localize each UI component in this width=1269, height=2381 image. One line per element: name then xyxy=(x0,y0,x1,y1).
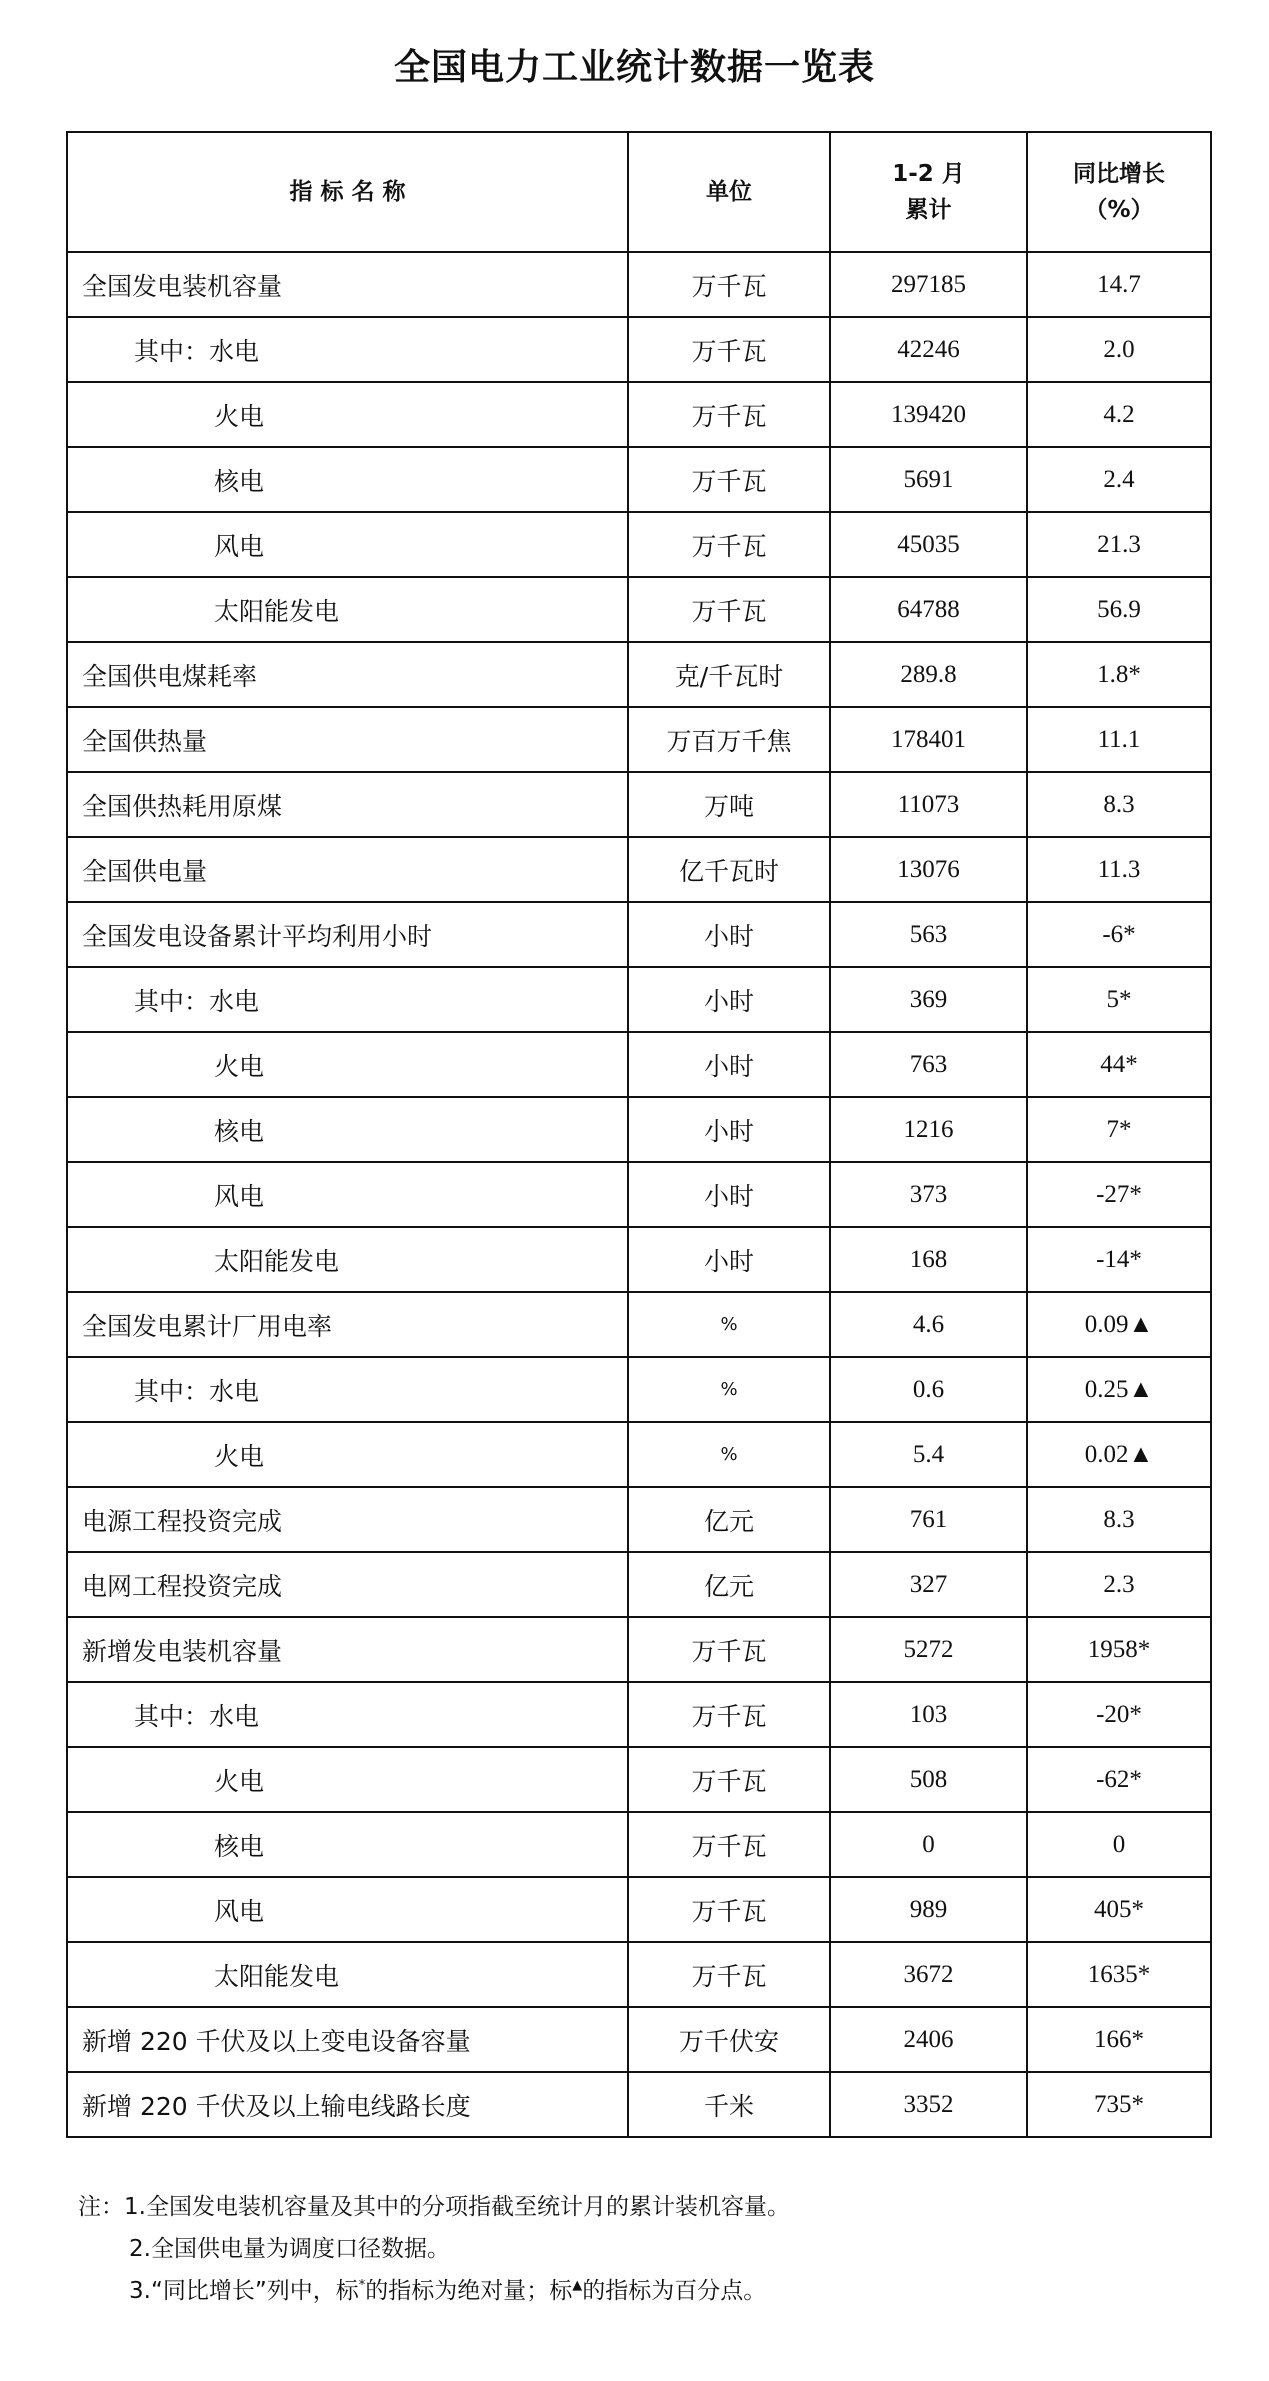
statistics-table xyxy=(66,131,1212,2138)
table-row xyxy=(67,902,1211,967)
yoy-growth-cell: 0.09▲ xyxy=(1027,1292,1211,1357)
indicator-name-cell: 核电 xyxy=(67,1812,628,1877)
yoy-growth-cell: -27* xyxy=(1027,1162,1211,1227)
table-row xyxy=(67,1812,1211,1877)
unit-cell: % xyxy=(628,1422,830,1487)
footnote-3-asterisk-mark: * xyxy=(358,2278,366,2293)
cumulative-value-cell: 3352 xyxy=(830,2072,1027,2137)
cumulative-value-cell: 563 xyxy=(830,902,1027,967)
cumulative-value-cell: 45035 xyxy=(830,512,1027,577)
header-yoy-line2: （%） xyxy=(1084,197,1154,223)
footnote-1: 注：1.全国发电装机容量及其中的分项指截至统计月的累计装机容量。 xyxy=(78,2194,790,2220)
footnote-2: 2.全国供电量为调度口径数据。 xyxy=(129,2236,450,2262)
table-row xyxy=(67,2007,1211,2072)
unit-cell: 亿元 xyxy=(628,1552,830,1617)
unit-cell: 小时 xyxy=(628,1162,830,1227)
unit-cell: % xyxy=(628,1292,830,1357)
table-row xyxy=(67,837,1211,902)
indicator-name-cell: 火电 xyxy=(67,1032,628,1097)
indicator-name-cell: 太阳能发电 xyxy=(67,1942,628,2007)
unit-cell: 小时 xyxy=(628,1227,830,1292)
header-unit: 单位 xyxy=(628,132,830,252)
indicator-name-cell: 电网工程投资完成 xyxy=(67,1552,628,1617)
table-row xyxy=(67,707,1211,772)
table-row xyxy=(67,1877,1211,1942)
yoy-growth-cell: 8.3 xyxy=(1027,772,1211,837)
table-row xyxy=(67,1617,1211,1682)
indicator-name-cell: 其中：水电 xyxy=(67,1682,628,1747)
page-title: 全国电力工业统计数据一览表 xyxy=(393,47,875,88)
yoy-growth-cell: -6* xyxy=(1027,902,1211,967)
yoy-growth-cell: 2.3 xyxy=(1027,1552,1211,1617)
table-row xyxy=(67,2072,1211,2137)
unit-cell: 万千瓦 xyxy=(628,252,830,317)
cumulative-value-cell: 13076 xyxy=(830,837,1027,902)
cumulative-value-cell: 1216 xyxy=(830,1097,1027,1162)
table-row xyxy=(67,382,1211,447)
unit-cell: 万千瓦 xyxy=(628,1617,830,1682)
table-row xyxy=(67,252,1211,317)
yoy-growth-cell: 7* xyxy=(1027,1097,1211,1162)
table-row xyxy=(67,642,1211,707)
yoy-growth-cell: 11.3 xyxy=(1027,837,1211,902)
yoy-growth-cell: 21.3 xyxy=(1027,512,1211,577)
indicator-name-cell: 其中：水电 xyxy=(67,1357,628,1422)
table-row xyxy=(67,317,1211,382)
unit-cell: 万千瓦 xyxy=(628,1747,830,1812)
unit-cell: 万千瓦 xyxy=(628,382,830,447)
cumulative-value-cell: 761 xyxy=(830,1487,1027,1552)
table-row xyxy=(67,1162,1211,1227)
unit-cell: 克/千瓦时 xyxy=(628,642,830,707)
cumulative-value-cell: 5691 xyxy=(830,447,1027,512)
indicator-name-cell: 火电 xyxy=(67,1422,628,1487)
table-row xyxy=(67,1032,1211,1097)
cumulative-value-cell: 3672 xyxy=(830,1942,1027,2007)
yoy-growth-cell: 14.7 xyxy=(1027,252,1211,317)
indicator-name-cell: 风电 xyxy=(67,512,628,577)
header-indicator-name-label: 指 标 名 称 xyxy=(289,179,406,205)
footnote-3-text-b: 的指标为绝对量；标 xyxy=(365,2278,573,2304)
cumulative-value-cell: 4.6 xyxy=(830,1292,1027,1357)
indicator-name-cell: 全国发电累计厂用电率 xyxy=(67,1292,628,1357)
cumulative-value-cell: 178401 xyxy=(830,707,1027,772)
yoy-growth-cell: 0.25▲ xyxy=(1027,1357,1211,1422)
table-header-row xyxy=(67,132,1211,252)
table-row xyxy=(67,577,1211,642)
unit-cell: 小时 xyxy=(628,1032,830,1097)
unit-cell: 万千瓦 xyxy=(628,317,830,382)
cumulative-value-cell: 64788 xyxy=(830,577,1027,642)
cumulative-value-cell: 989 xyxy=(830,1877,1027,1942)
unit-cell: 小时 xyxy=(628,967,830,1032)
cumulative-value-cell: 289.8 xyxy=(830,642,1027,707)
table-row xyxy=(67,967,1211,1032)
table-row xyxy=(67,1682,1211,1747)
unit-cell: 万千瓦 xyxy=(628,1942,830,2007)
yoy-growth-cell: 2.4 xyxy=(1027,447,1211,512)
unit-cell: 小时 xyxy=(628,902,830,967)
unit-cell: 万百万千焦 xyxy=(628,707,830,772)
unit-cell: 万吨 xyxy=(628,772,830,837)
indicator-name-cell: 新增发电装机容量 xyxy=(67,1617,628,1682)
indicator-name-cell: 火电 xyxy=(67,382,628,447)
cumulative-value-cell: 297185 xyxy=(830,252,1027,317)
cumulative-value-cell: 0 xyxy=(830,1812,1027,1877)
yoy-growth-cell: 1635* xyxy=(1027,1942,1211,2007)
unit-cell: 万千伏安 xyxy=(628,2007,830,2072)
table-body xyxy=(67,252,1211,2137)
footnote-3-triangle-mark: ▲ xyxy=(572,2278,583,2293)
yoy-growth-cell: 0.02▲ xyxy=(1027,1422,1211,1487)
yoy-growth-cell: 1958* xyxy=(1027,1617,1211,1682)
indicator-name-cell: 新增 220 千伏及以上变电设备容量 xyxy=(67,2007,628,2072)
unit-cell: 千米 xyxy=(628,2072,830,2137)
unit-cell: % xyxy=(628,1357,830,1422)
cumulative-value-cell: 11073 xyxy=(830,772,1027,837)
footnote-3-text-a: 3.“同比增长”列中，标 xyxy=(129,2278,359,2304)
yoy-growth-cell: 4.2 xyxy=(1027,382,1211,447)
unit-cell: 万千瓦 xyxy=(628,577,830,642)
header-indicator-name xyxy=(67,132,628,252)
table-row xyxy=(67,1357,1211,1422)
table-row xyxy=(67,1227,1211,1292)
header-yoy-growth xyxy=(1027,132,1211,252)
table-row xyxy=(67,1747,1211,1812)
cumulative-value-cell: 327 xyxy=(830,1552,1027,1617)
cumulative-value-cell: 5.4 xyxy=(830,1422,1027,1487)
table-row xyxy=(67,447,1211,512)
indicator-name-cell: 太阳能发电 xyxy=(67,1227,628,1292)
indicator-name-cell: 风电 xyxy=(67,1877,628,1942)
unit-cell: 亿元 xyxy=(628,1487,830,1552)
cumulative-value-cell: 168 xyxy=(830,1227,1027,1292)
table-row xyxy=(67,1422,1211,1487)
header-cumulative-line1: 1-2 月 xyxy=(892,161,965,187)
table-row xyxy=(67,512,1211,577)
yoy-growth-cell: 56.9 xyxy=(1027,577,1211,642)
yoy-growth-cell: 2.0 xyxy=(1027,317,1211,382)
yoy-growth-cell: 5* xyxy=(1027,967,1211,1032)
table-row xyxy=(67,1097,1211,1162)
indicator-name-cell: 风电 xyxy=(67,1162,628,1227)
indicator-name-cell: 其中：水电 xyxy=(67,967,628,1032)
indicator-name-cell: 核电 xyxy=(67,447,628,512)
yoy-growth-cell: -20* xyxy=(1027,1682,1211,1747)
header-cumulative-line2: 累计 xyxy=(905,197,952,223)
unit-cell: 万千瓦 xyxy=(628,512,830,577)
indicator-name-cell: 全国供电煤耗率 xyxy=(67,642,628,707)
yoy-growth-cell: 166* xyxy=(1027,2007,1211,2072)
footnote-3 xyxy=(78,2270,1198,2312)
yoy-growth-cell: 1.8* xyxy=(1027,642,1211,707)
yoy-growth-cell: 44* xyxy=(1027,1032,1211,1097)
indicator-name-cell: 全国发电设备累计平均利用小时 xyxy=(67,902,628,967)
footnotes xyxy=(78,2186,1198,2312)
cumulative-value-cell: 2406 xyxy=(830,2007,1027,2072)
unit-cell: 万千瓦 xyxy=(628,1812,830,1877)
indicator-name-cell: 其中：水电 xyxy=(67,317,628,382)
cumulative-value-cell: 42246 xyxy=(830,317,1027,382)
yoy-growth-cell: 405* xyxy=(1027,1877,1211,1942)
indicator-name-cell: 核电 xyxy=(67,1097,628,1162)
unit-cell: 万千瓦 xyxy=(628,447,830,512)
yoy-growth-cell: 8.3 xyxy=(1027,1487,1211,1552)
indicator-name-cell: 全国供电量 xyxy=(67,837,628,902)
indicator-name-cell: 全国供热耗用原煤 xyxy=(67,772,628,837)
yoy-growth-cell: 11.1 xyxy=(1027,707,1211,772)
table-row xyxy=(67,1552,1211,1617)
cumulative-value-cell: 763 xyxy=(830,1032,1027,1097)
indicator-name-cell: 新增 220 千伏及以上输电线路长度 xyxy=(67,2072,628,2137)
table-row xyxy=(67,1942,1211,2007)
yoy-growth-cell: -14* xyxy=(1027,1227,1211,1292)
header-cumulative xyxy=(830,132,1027,252)
unit-cell: 万千瓦 xyxy=(628,1877,830,1942)
indicator-name-cell: 全国供热量 xyxy=(67,707,628,772)
header-yoy-line1: 同比增长 xyxy=(1073,161,1165,187)
yoy-growth-cell: -62* xyxy=(1027,1747,1211,1812)
table-row xyxy=(67,1487,1211,1552)
cumulative-value-cell: 369 xyxy=(830,967,1027,1032)
cumulative-value-cell: 508 xyxy=(830,1747,1027,1812)
indicator-name-cell: 全国发电装机容量 xyxy=(67,252,628,317)
cumulative-value-cell: 0.6 xyxy=(830,1357,1027,1422)
cumulative-value-cell: 373 xyxy=(830,1162,1027,1227)
table-row xyxy=(67,1292,1211,1357)
unit-cell: 万千瓦 xyxy=(628,1682,830,1747)
cumulative-value-cell: 5272 xyxy=(830,1617,1027,1682)
footnote-3-text-c: 的指标为百分点。 xyxy=(582,2278,767,2304)
unit-cell: 小时 xyxy=(628,1097,830,1162)
cumulative-value-cell: 103 xyxy=(830,1682,1027,1747)
unit-cell: 亿千瓦时 xyxy=(628,837,830,902)
indicator-name-cell: 火电 xyxy=(67,1747,628,1812)
yoy-growth-cell: 735* xyxy=(1027,2072,1211,2137)
indicator-name-cell: 电源工程投资完成 xyxy=(67,1487,628,1552)
indicator-name-cell: 太阳能发电 xyxy=(67,577,628,642)
cumulative-value-cell: 139420 xyxy=(830,382,1027,447)
table-row xyxy=(67,772,1211,837)
yoy-growth-cell: 0 xyxy=(1027,1812,1211,1877)
